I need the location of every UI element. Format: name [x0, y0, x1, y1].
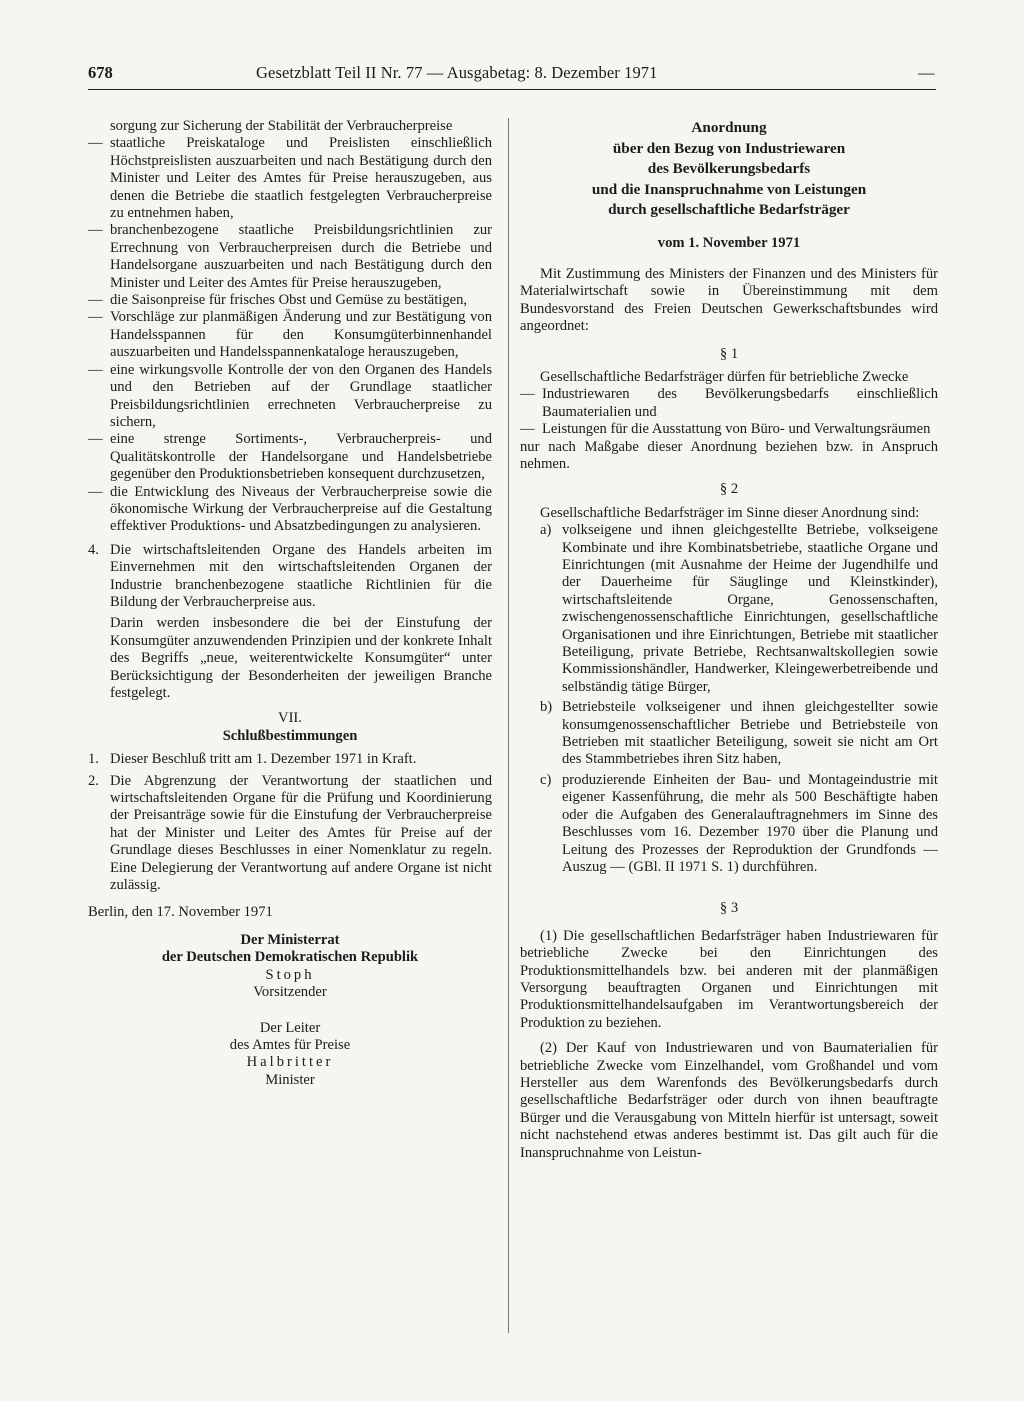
title-line: durch gesellschaftliche Bedarfsträger — [608, 201, 850, 218]
item-paragraph: Darin werden insbesondere die bei der Einstufung der Konsumgüter anzuwendenden Prinzipien und der konkrete Inhalt des Begriffs „neue, weiterentwickelte Konsumgüter“ unter Berücksichtigung der Besonderheiten der jeweiligen Branche festgelegt. — [110, 615, 492, 701]
s2-list — [520, 522, 938, 876]
section-heading: § 1 — [719, 345, 739, 362]
item-4 — [88, 542, 492, 703]
list-item — [520, 421, 938, 438]
paragraph: Gesellschaftliche Bedarfsträger dürfen für betriebliche Zwecke — [540, 368, 909, 385]
item-text: Die Abgrenzung der Verantwortung der staatlichen und wirtschaftsleitenden Organe für die Prüfung und Koordinierung der Preisanträge sowie für die Einstufung der Verbraucherpreise hat der Minister und Leiter des Amtes für Preise auf der Grundlage dieses Beschlusses in einer Nomenklatur zu regeln. Eine Delegierung der Verantwortung auf andere Organe ist nicht zulässig. — [110, 772, 492, 894]
list-item — [88, 484, 492, 536]
list-item-text: die Entwicklung des Niveaus der Verbraucherpreise sowie die ökonomische Wirkung der Verbraucherpreise auf die Gestaltung effektiver Produktions- und Absatzbedingungen zu analysieren. — [110, 483, 492, 535]
section-heading: § 3 — [719, 900, 739, 917]
continuation-text: sorgung zur Sicherung der Stabilität der Verbraucherpreise — [110, 118, 453, 134]
item-letter: b) — [540, 699, 553, 716]
section-heading: § 2 — [719, 481, 739, 498]
running-head: Gesetzblatt Teil II Nr. 77 — Ausgabetag: 8. Dezember 1971 — [256, 63, 658, 82]
list-item — [88, 292, 492, 309]
list-item-text: branchenbezogene staatliche Preisbildungsrichtlinien zur Errechnung von Verbraucherpreisen durch die Betriebe und Handelsorgane auszuarbeiten und nach Bestätigung durch den Minister und Leiter des Amtes für Preise herauszugeben, — [110, 222, 492, 291]
title-line: und die Inanspruchnahme von Leistungen — [591, 180, 867, 198]
item-letter: c) — [540, 771, 552, 788]
section-title: Schlußbestimmungen — [222, 727, 358, 744]
list-item — [520, 699, 938, 769]
numbered-item — [88, 751, 492, 768]
dash-marker: — — [88, 309, 103, 326]
title-line: Anordnung — [691, 119, 767, 136]
list-item — [88, 362, 492, 432]
item-text: Dieser Beschluß tritt am 1. Dezember 1971 in Kraft. — [110, 751, 417, 768]
dash-marker: — — [88, 222, 103, 239]
dash-marker: — — [88, 135, 103, 152]
signatory-name: Halbritter — [246, 1054, 334, 1071]
page-number: 678 — [88, 63, 113, 82]
list-item-text: staatliche Preiskataloge und Preislisten einschließlich Höchstpreislisten auszuarbeiten und nach Bestätigung durch den Minister und Leiter des Amtes für Preise herauszugeben, aus denen die Betriebe die staatlich festgelegten Verbraucherpreise zu entnehmen haben, — [110, 135, 492, 222]
list-item-text: die Saisonpreise für frisches Obst und Gemüse zu bestätigen, — [110, 292, 468, 309]
list-item — [88, 135, 492, 222]
dash-marker: — — [88, 292, 103, 309]
preamble: Mit Zustimmung des Ministers der Finanzen und des Ministers für Materialwirtschaft sowie in Übereinstimmung mit dem Bundesvorstand des Freien Deutschen Gewerkschaftsbundes wird angeordnet: — [520, 265, 938, 335]
list-item — [520, 522, 938, 696]
list-item-text: Leistungen für die Ausstattung von Büro- und Verwaltungsräumen — [542, 421, 931, 438]
dash-marker: — — [88, 361, 103, 378]
list-item-text: Vorschläge zur planmäßigen Änderung und zur Bestätigung von Handelsspannen für den Konsumgüterbinnenhandel auszuarbeiten und Handelsspannenkataloge herauszugeben, — [110, 309, 492, 361]
title-line: über den Bezug von Industriewaren — [612, 139, 846, 157]
dash-marker: — — [520, 421, 535, 438]
numbered-item — [88, 773, 492, 895]
ordinance-title — [520, 118, 938, 221]
signatory-title: des Amtes für Preise — [229, 1036, 351, 1053]
list-item — [88, 309, 492, 361]
dash-marker: — — [88, 483, 103, 500]
signatory-role: Vorsitzender — [253, 984, 327, 1001]
ordinance-date: vom 1. November 1971 — [657, 234, 801, 251]
signatory-role: Minister — [265, 1071, 315, 1088]
signatory-title: Der Leiter — [259, 1019, 321, 1036]
list-item-text: produzierende Einheiten der Bau- und Montageindustrie mit eigener Kassenführung, die mehr als 500 Beschäftigte haben oder die Aufgaben des Generalauftragnehmers im Sinne des Beschlusses vom 16. Dezember 1970 über die Planung und Leitung des Prozesses der Reproduktion der Grundfonds — Auszug — (GBl. II 1971 S. 1) durchführen. — [562, 771, 938, 875]
list-item-text: Betriebsteile volkseigener und ihnen gleichgestellter sowie konsumgenossenschaftlicher Betriebe und Betriebsteile von Betrieben mit staatlicher Beteiligung, soweit sie nicht am Ort des Stammbetriebes ihren Sitz haben, — [562, 699, 938, 768]
paragraph: (1) Die gesellschaftlichen Bedarfsträger haben Industriewaren für betriebliche Zwecke bei den Einrichtungen des Produktionsmittelhandels bzw. bei anderen mit der planmäßigen Versorgung beauftragten Organen und Einrichtungen mit Produktionsmittelhandelsaufgaben im Verantwortungsbereich der Produktion zu beziehen. — [520, 927, 938, 1031]
signatory-org-full: der Deutschen Demokratischen Republik — [161, 949, 419, 966]
task-list — [88, 135, 492, 535]
item-number: 1. — [88, 751, 99, 768]
dash-marker: — — [88, 431, 103, 448]
list-item-text: eine strenge Sortiments-, Verbraucherpreis- und Qualitätskontrolle der Handelsorgane und Handelsbetriebe gegenüber den Produktionsbetrieben konsequent durchzusetzen, — [110, 431, 492, 483]
dash-marker: — — [520, 386, 535, 403]
left-column — [88, 118, 492, 1089]
header-dash: — — [918, 63, 935, 82]
item-number: 4. — [88, 541, 99, 558]
section-number: VII. — [278, 710, 302, 727]
list-item — [88, 222, 492, 292]
numbered-item — [88, 542, 492, 703]
list-item-text: volkseigene und ihnen gleichgestellte Betriebe, volkseigene Kombinate und ihre Kombinatsbetriebe, staatliche Organe und Einrichtungen (mit Ausnahme der Heime der Jugendhilfe und der Dauerheime für Säuglinge und Kleinstkinder), wirtschaftsleitende Organe, Genossenschaften, zwischengenossenschaftliche Einrichtungen, gesellschaftliche Organisationen und ihre Einrichtungen, Betriebe mit staatlicher Beteiligung, private Betriebe, Rechtsanwaltskollegien sowie Kommissionshändler, Handwerker, Kleingewerbetreibende und selbständig tätige Bürger, — [562, 522, 938, 695]
column-divider — [508, 118, 509, 1333]
signatory-org: Der Ministerrat — [240, 931, 340, 948]
list-item — [520, 386, 938, 421]
paragraph: nur nach Maßgabe dieser Anordnung beziehen bzw. in Anspruch nehmen. — [520, 438, 938, 472]
item-text: Die wirtschaftsleitenden Organe des Handels arbeiten im Einvernehmen mit den wirtschaftsleitenden Organen der Industrie branchenbezogene staatliche Richtlinien für die Bildung der Verbraucherpreise aus. — [110, 541, 492, 610]
title-line: des Bevölkerungsbedarfs — [647, 160, 811, 177]
list-item-text: Industriewaren des Bevölkerungsbedarfs einschließlich Baumaterialien und — [542, 386, 938, 420]
signature-block — [88, 932, 492, 1089]
final-provisions — [88, 751, 492, 894]
paragraph: (2) Der Kauf von Industriewaren und von Baumaterialien für betriebliche Zwecke vom Einzelhandel, vom Großhandel und vom Hersteller aus dem Warenfonds des Bevölkerungsbedarfs durch gesellschaftliche Bedarfsträger oder durch von ihnen beauftragte Bürger und die Verausgabung von Mitteln hierfür ist untersagt, soweit nicht nachstehend etwas anderes bestimmt ist. Das gilt auch für die Inanspruchnahme von Leistun- — [520, 1040, 938, 1161]
list-item — [520, 772, 938, 876]
item-letter: a) — [540, 522, 552, 539]
place-date: Berlin, den 17. November 1971 — [88, 904, 273, 921]
right-column — [520, 118, 938, 1162]
header-rule — [88, 89, 936, 90]
item-number: 2. — [88, 772, 99, 789]
s1-list — [520, 386, 938, 438]
signatory-name: Stoph — [265, 966, 315, 983]
list-item-text: eine wirkungsvolle Kontrolle der von den Organen des Handels und den Betrieben auf der Grundlage staatlicher Preisbildungsrichtlinien errechneten Verbraucherpreise zu sichern, — [110, 361, 492, 430]
list-item — [88, 431, 492, 483]
paragraph: Gesellschaftliche Bedarfsträger im Sinne dieser Anordnung sind: — [540, 504, 920, 521]
